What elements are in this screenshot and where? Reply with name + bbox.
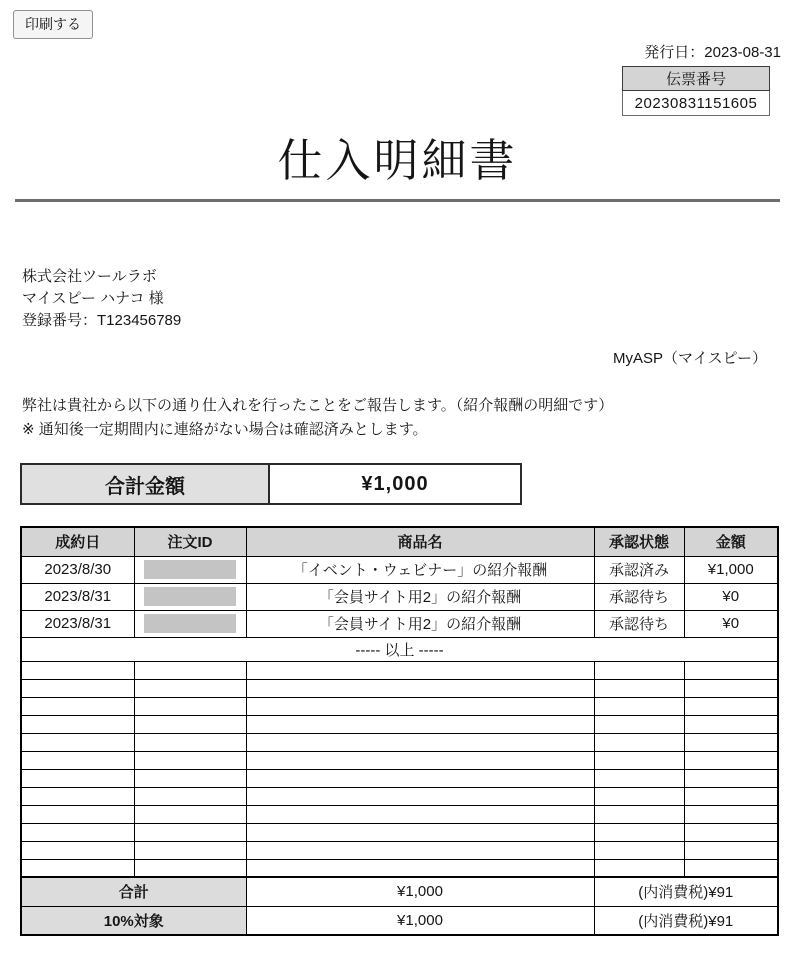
empty-cell — [684, 805, 778, 823]
table-total-row — [21, 877, 778, 906]
empty-cell — [246, 769, 594, 787]
tax-rate-row-tax: (内消費税)¥91 — [594, 906, 778, 935]
empty-cell — [134, 841, 246, 859]
empty-cell — [684, 733, 778, 751]
empty-cell — [246, 715, 594, 733]
empty-cell — [246, 733, 594, 751]
notice-block — [22, 394, 795, 442]
column-header-date: 成約日 — [21, 527, 134, 556]
cell-product: 「イベント・ウェビナー」の紹介報酬 — [246, 556, 594, 583]
total-row-amount: ¥1,000 — [246, 877, 594, 906]
table-row — [21, 610, 778, 637]
table-empty-row — [21, 697, 778, 715]
empty-cell — [134, 697, 246, 715]
table-empty-row — [21, 823, 778, 841]
total-amount-label: 合計金額 — [21, 464, 269, 504]
table-empty-row — [21, 841, 778, 859]
redacted-order-id — [144, 614, 236, 633]
empty-cell — [594, 715, 684, 733]
cell-product: 「会員サイト用2」の紹介報酬 — [246, 583, 594, 610]
issue-date: 発行日：2023-08-31 — [644, 44, 781, 61]
empty-cell — [134, 805, 246, 823]
empty-cell — [684, 787, 778, 805]
line-items-table — [20, 526, 779, 936]
empty-cell — [134, 751, 246, 769]
table-empty-row — [21, 733, 778, 751]
empty-cell — [684, 715, 778, 733]
cell-order-id — [134, 583, 246, 610]
recipient-person: マイスピー ハナコ 様 — [22, 290, 164, 307]
table-row — [21, 583, 778, 610]
empty-cell — [594, 679, 684, 697]
empty-cell — [246, 841, 594, 859]
column-header-product: 商品名 — [246, 527, 594, 556]
empty-cell — [684, 751, 778, 769]
cell-status: 承認待ち — [594, 610, 684, 637]
empty-cell — [684, 769, 778, 787]
empty-cell — [594, 841, 684, 859]
empty-cell — [21, 841, 134, 859]
cell-date: 2023/8/30 — [21, 556, 134, 583]
empty-cell — [21, 661, 134, 679]
table-header-row — [21, 527, 778, 556]
notice-line-1: 弊社は貴社から以下の通り仕入れを行ったことをご報告します。（紹介報酬の明細です） — [22, 397, 614, 414]
empty-cell — [594, 751, 684, 769]
table-empty-row — [21, 859, 778, 877]
empty-cell — [684, 679, 778, 697]
notice-line-2: ※ 通知後一定期間内に連絡がない場合は確認済みとします。 — [22, 421, 428, 438]
redacted-order-id — [144, 560, 236, 579]
empty-cell — [684, 841, 778, 859]
empty-cell — [21, 751, 134, 769]
empty-cell — [246, 859, 594, 877]
empty-cell — [21, 733, 134, 751]
total-row-tax: (内消費税)¥91 — [594, 877, 778, 906]
empty-cell — [134, 733, 246, 751]
empty-cell — [684, 823, 778, 841]
recipient-company: 株式会社ツールラボ — [22, 268, 157, 285]
print-button[interactable]: 印刷する — [13, 10, 93, 39]
empty-cell — [594, 733, 684, 751]
empty-cell — [594, 823, 684, 841]
empty-cell — [134, 823, 246, 841]
slip-number-box — [622, 66, 770, 116]
title-divider — [15, 199, 780, 202]
empty-cell — [246, 823, 594, 841]
total-amount-box — [20, 463, 522, 505]
empty-cell — [246, 697, 594, 715]
table-empty-row — [21, 787, 778, 805]
tax-rate-row-label: 10%対象 — [21, 906, 246, 935]
recipient-registration-number: 登録番号：T123456789 — [22, 312, 182, 329]
empty-cell — [594, 769, 684, 787]
cell-status: 承認済み — [594, 556, 684, 583]
column-header-order-id: 注文ID — [134, 527, 246, 556]
table-empty-row — [21, 751, 778, 769]
empty-cell — [21, 697, 134, 715]
table-empty-row — [21, 679, 778, 697]
redacted-order-id — [144, 587, 236, 606]
slip-number-value: 20230831151605 — [623, 91, 770, 116]
empty-cell — [21, 823, 134, 841]
empty-cell — [134, 661, 246, 679]
empty-cell — [134, 715, 246, 733]
empty-cell — [21, 679, 134, 697]
empty-cell — [594, 805, 684, 823]
empty-cell — [684, 859, 778, 877]
cell-date: 2023/8/31 — [21, 583, 134, 610]
empty-cell — [594, 859, 684, 877]
empty-cell — [21, 805, 134, 823]
total-row-label: 合計 — [21, 877, 246, 906]
cell-date: 2023/8/31 — [21, 610, 134, 637]
table-empty-row — [21, 805, 778, 823]
empty-cell — [246, 805, 594, 823]
cell-status: 承認待ち — [594, 583, 684, 610]
issuer-name: MyASP（マイスピー） — [613, 350, 767, 367]
empty-cell — [594, 661, 684, 679]
empty-cell — [134, 769, 246, 787]
cell-amount: ¥0 — [684, 610, 778, 637]
column-header-amount: 金額 — [684, 527, 778, 556]
empty-cell — [684, 697, 778, 715]
cell-order-id — [134, 556, 246, 583]
column-header-status: 承認状態 — [594, 527, 684, 556]
empty-cell — [246, 661, 594, 679]
page-title: 仕入明細書 — [277, 135, 518, 186]
empty-cell — [21, 859, 134, 877]
empty-rows-section — [21, 661, 778, 877]
end-marker: ----- 以上 ----- — [21, 637, 778, 661]
empty-cell — [684, 661, 778, 679]
empty-cell — [21, 715, 134, 733]
cell-amount: ¥1,000 — [684, 556, 778, 583]
end-marker-row — [21, 637, 778, 661]
slip-number-label: 伝票番号 — [623, 67, 770, 91]
cell-amount: ¥0 — [684, 583, 778, 610]
tax-rate-row-amount: ¥1,000 — [246, 906, 594, 935]
empty-cell — [21, 787, 134, 805]
empty-cell — [21, 769, 134, 787]
empty-cell — [134, 787, 246, 805]
table-tax-rate-row — [21, 906, 778, 935]
cell-order-id — [134, 610, 246, 637]
table-empty-row — [21, 769, 778, 787]
empty-cell — [246, 751, 594, 769]
empty-cell — [594, 787, 684, 805]
empty-cell — [246, 787, 594, 805]
table-row — [21, 556, 778, 583]
empty-cell — [594, 697, 684, 715]
table-empty-row — [21, 661, 778, 679]
table-empty-row — [21, 715, 778, 733]
recipient-block — [22, 266, 795, 332]
cell-product: 「会員サイト用2」の紹介報酬 — [246, 610, 594, 637]
total-amount-value: ¥1,000 — [269, 464, 521, 504]
empty-cell — [134, 859, 246, 877]
empty-cell — [134, 679, 246, 697]
empty-cell — [246, 679, 594, 697]
